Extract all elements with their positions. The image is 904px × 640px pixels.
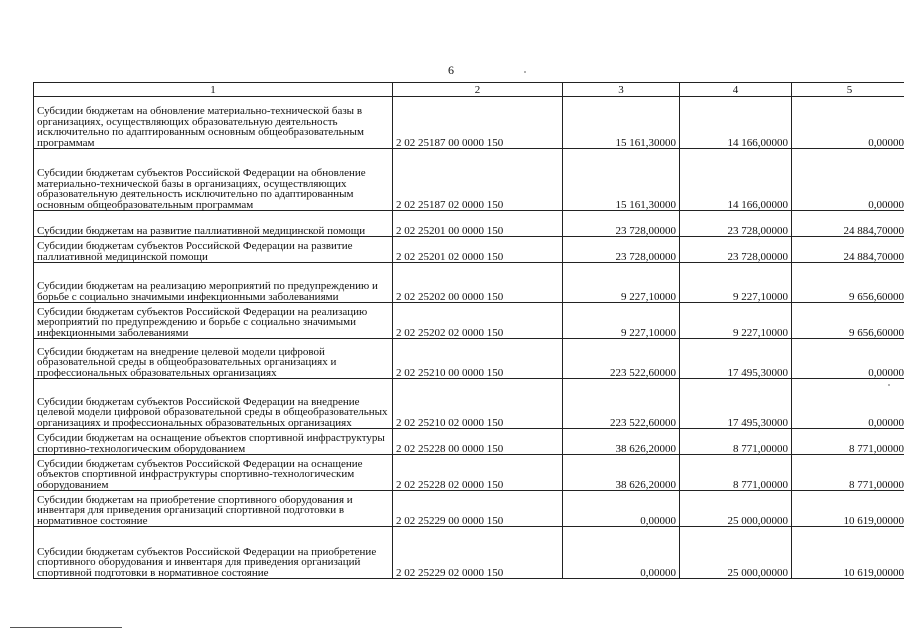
column-header-3: 3	[563, 83, 680, 97]
table-row	[34, 491, 904, 527]
row-budget-code: 2 02 25202 00 0000 150	[393, 263, 563, 303]
table-row	[34, 527, 904, 579]
row-budget-code: 2 02 25187 00 0000 150	[393, 97, 563, 149]
row-value-col5: 0,00000	[792, 339, 904, 379]
row-value-col3: 38 626,20000	[563, 455, 680, 491]
row-value-col4: 9 227,10000	[680, 303, 792, 339]
row-description: Субсидии бюджетам субъектов Российской Федерации на обновление материально-технической базы в организациях, осуществляющих образовательную деятельность исключительно по адаптированным основным общеобразовательным программам	[34, 149, 393, 211]
row-value-col5: 24 884,70000	[792, 211, 904, 237]
row-value-col3: 15 161,30000	[563, 149, 680, 211]
row-value-col4: 8 771,00000	[680, 455, 792, 491]
row-description: Субсидии бюджетам субъектов Российской Федерации на развитие паллиативной медицинской помощи	[34, 237, 393, 263]
row-value-col5: 24 884,70000	[792, 237, 904, 263]
row-budget-code: 2 02 25228 02 0000 150	[393, 455, 563, 491]
row-value-col3: 223 522,60000	[563, 339, 680, 379]
row-budget-code: 2 02 25201 00 0000 150	[393, 211, 563, 237]
row-value-col4: 14 166,00000	[680, 149, 792, 211]
row-value-col4: 25 000,00000	[680, 527, 792, 579]
row-value-col3: 23 728,00000	[563, 211, 680, 237]
row-value-col3: 38 626,20000	[563, 429, 680, 455]
row-description: Субсидии бюджетам на реализацию мероприятий по предупреждению и борьбе с социально значимыми инфекционными заболеваниями	[34, 263, 393, 303]
row-value-col3: 9 227,10000	[563, 263, 680, 303]
table-row	[34, 339, 904, 379]
page-number: 6	[448, 63, 454, 77]
row-value-col5: 0,00000	[792, 379, 904, 429]
row-budget-code: 2 02 25228 00 0000 150	[393, 429, 563, 455]
row-description: Субсидии бюджетам субъектов Российской Федерации на приобретение спортивного оборудования и инвентаря для приведения организаций спортивной подготовки в нормативное состояние	[34, 527, 393, 579]
row-value-col5: 0,00000	[792, 97, 904, 149]
row-budget-code: 2 02 25210 00 0000 150	[393, 339, 563, 379]
table-row	[34, 237, 904, 263]
row-description: Субсидии бюджетам на приобретение спортивного оборудования и инвентаря для приведения организаций спортивной подготовки в нормативное состояние	[34, 491, 393, 527]
row-value-col4: 14 166,00000	[680, 97, 792, 149]
row-description: Субсидии бюджетам на обновление материально-технической базы в организациях, осуществляющих образовательную деятельность исключительно по адаптированным основным общеобразовательным программам	[34, 97, 393, 149]
table-row	[34, 149, 904, 211]
table-row	[34, 263, 904, 303]
column-header-5: 5	[792, 83, 904, 97]
row-description: Субсидии бюджетам субъектов Российской Федерации на оснащение объектов спортивной инфраструктуры спортивно-технологическим оборудованием	[34, 455, 393, 491]
row-value-col3: 223 522,60000	[563, 379, 680, 429]
table-row	[34, 429, 904, 455]
row-value-col4: 9 227,10000	[680, 263, 792, 303]
row-value-col3: 23 728,00000	[563, 237, 680, 263]
row-value-col5: 8 771,00000	[792, 429, 904, 455]
row-value-col5: 9 656,60000	[792, 263, 904, 303]
row-budget-code: 2 02 25210 02 0000 150	[393, 379, 563, 429]
row-description: Субсидии бюджетам субъектов Российской Федерации на внедрение целевой модели цифровой образовательной среды в общеобразовательных организациях и профессиональных образовательных организациях	[34, 379, 393, 429]
row-value-col5: 0,00000	[792, 149, 904, 211]
row-description: Субсидии бюджетам на внедрение целевой модели цифровой образовательной среды в общеобразовательных организациях и профессиональных образовательных организациях	[34, 339, 393, 379]
table-header-row	[34, 83, 904, 97]
row-description: Субсидии бюджетам на развитие паллиативной медицинской помощи	[34, 211, 393, 237]
row-value-col4: 25 000,00000	[680, 491, 792, 527]
subsidies-table	[33, 82, 904, 579]
row-budget-code: 2 02 25229 00 0000 150	[393, 491, 563, 527]
row-budget-code: 2 02 25201 02 0000 150	[393, 237, 563, 263]
table-row	[34, 97, 904, 149]
row-value-col5: 10 619,00000	[792, 491, 904, 527]
row-budget-code: 2 02 25187 02 0000 150	[393, 149, 563, 211]
row-value-col3: 9 227,10000	[563, 303, 680, 339]
table-row	[34, 379, 904, 429]
row-value-col3: 15 161,30000	[563, 97, 680, 149]
footer-rule	[10, 627, 122, 628]
row-value-col3: 0,00000	[563, 491, 680, 527]
row-value-col4: 17 495,30000	[680, 379, 792, 429]
row-value-col4: 23 728,00000	[680, 237, 792, 263]
row-value-col5: 10 619,00000	[792, 527, 904, 579]
table-row	[34, 211, 904, 237]
column-header-2: 2	[393, 83, 563, 97]
row-value-col5: 9 656,60000	[792, 303, 904, 339]
row-budget-code: 2 02 25202 02 0000 150	[393, 303, 563, 339]
row-description: Субсидии бюджетам субъектов Российской Федерации на реализацию мероприятий по предупреждению и борьбе с социально значимыми инфекционными заболеваниями	[34, 303, 393, 339]
row-value-col3: 0,00000	[563, 527, 680, 579]
column-header-1: 1	[34, 83, 393, 97]
row-value-col4: 8 771,00000	[680, 429, 792, 455]
row-value-col4: 23 728,00000	[680, 211, 792, 237]
row-value-col5: 8 771,00000	[792, 455, 904, 491]
row-value-col4: 17 495,30000	[680, 339, 792, 379]
column-header-4: 4	[680, 83, 792, 97]
table-row	[34, 303, 904, 339]
table-row	[34, 455, 904, 491]
scan-speck	[524, 71, 526, 73]
scan-speck	[888, 384, 890, 386]
row-budget-code: 2 02 25229 02 0000 150	[393, 527, 563, 579]
row-description: Субсидии бюджетам на оснащение объектов спортивной инфраструктуры спортивно-технологическим оборудованием	[34, 429, 393, 455]
